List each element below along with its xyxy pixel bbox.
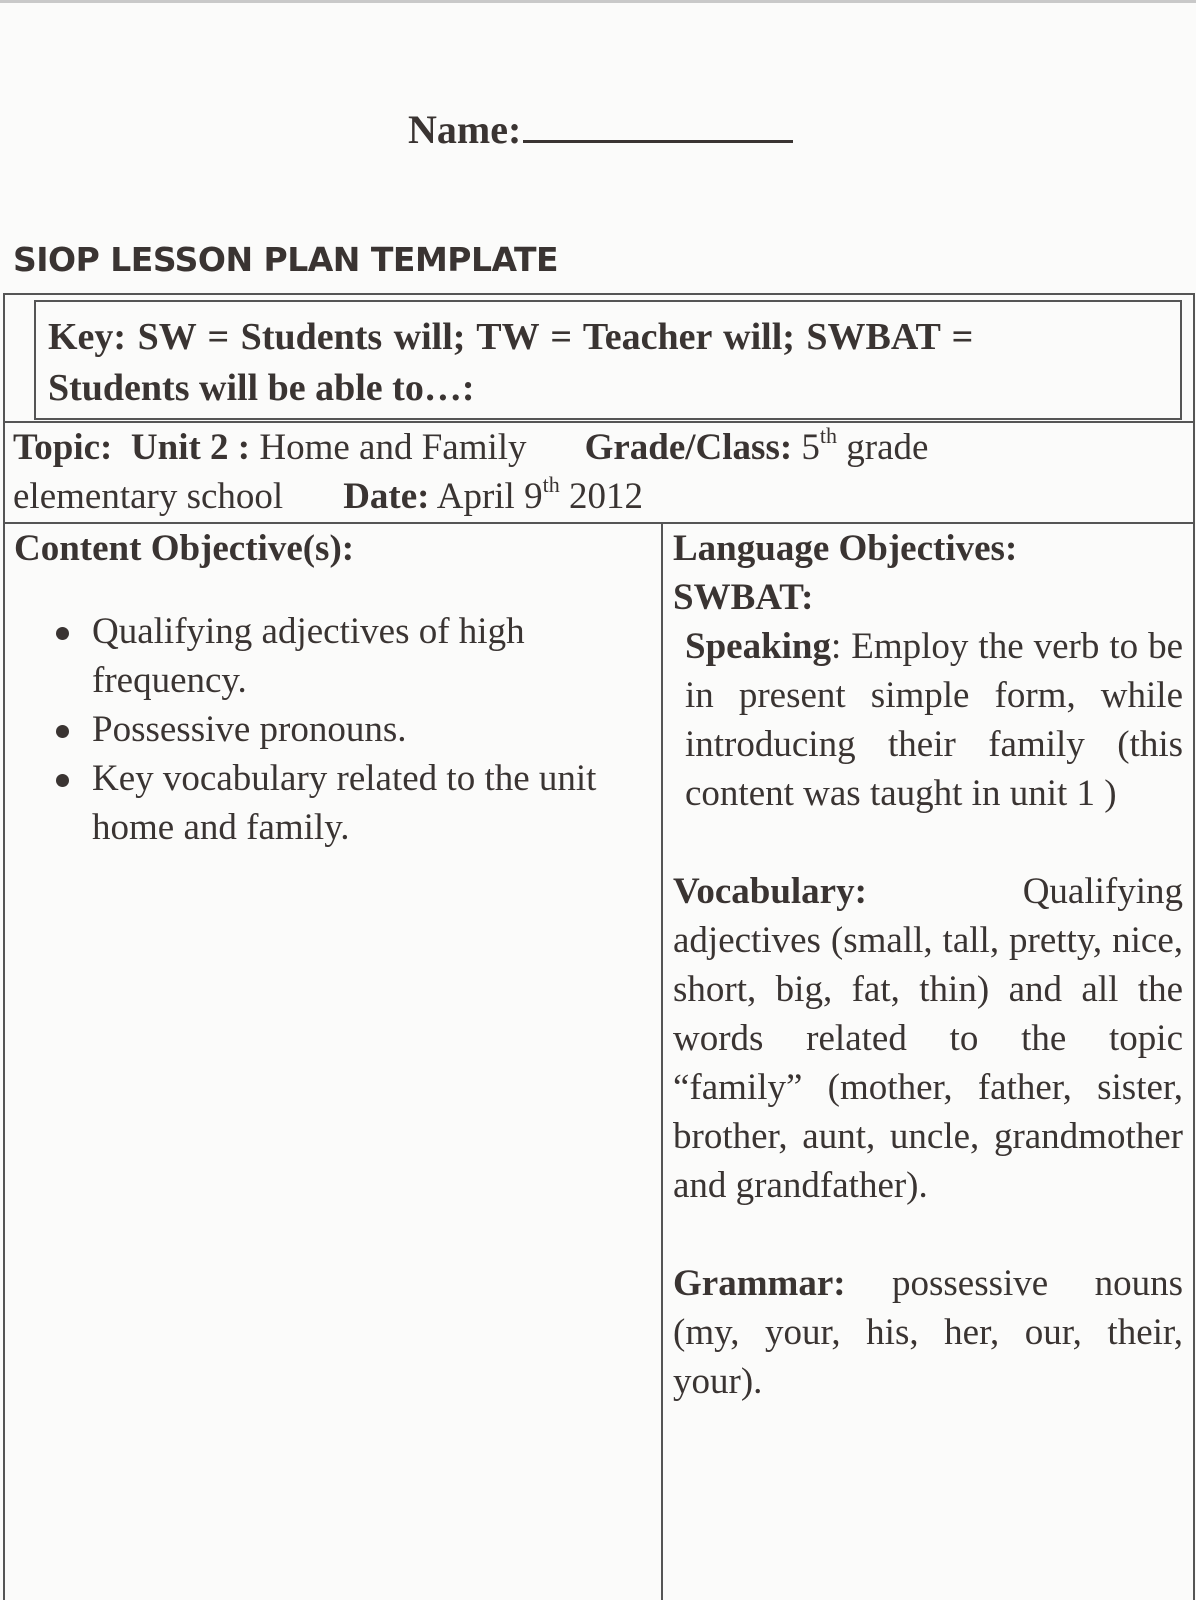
name-field: [408, 104, 793, 153]
grade-rest: grade: [846, 427, 929, 468]
grade-number: 5: [801, 427, 820, 468]
topic-value: Home and Family: [259, 427, 527, 468]
vocabulary-label: Vocabulary:: [673, 871, 867, 912]
list-item: Possessive pronouns.: [14, 705, 612, 754]
column-divider: [661, 522, 663, 1600]
topic-unit: Unit 2 :: [130, 427, 251, 468]
language-objectives-cell: [673, 524, 1183, 1406]
speaking-text: : Employ the verb to be in present simple form, while introducing their family (this content was taught in unit 1 ): [685, 626, 1183, 814]
key-line-2: Students will be able to…:: [48, 367, 475, 409]
swbat-heading: SWBAT:: [673, 577, 814, 618]
date-ordinal: th: [542, 472, 560, 497]
document-title: SIOP LESSON PLAN TEMPLATE: [13, 240, 559, 279]
vocabulary-objective: [673, 867, 1183, 1210]
bullet-icon: [56, 627, 69, 640]
bullet-icon: [56, 774, 69, 787]
content-objectives-list: [14, 607, 654, 852]
school-type: elementary school: [13, 476, 284, 517]
grammar-text: possessive nouns (my, your, his, her, our, their, your).: [673, 1263, 1183, 1402]
name-blank-line: [523, 104, 793, 143]
topic-row: [13, 423, 1183, 521]
date-label: Date:: [343, 476, 430, 517]
list-item: Qualifying adjectives of high frequency.: [14, 607, 612, 705]
speaking-objective: [673, 622, 1183, 818]
bullet-icon: [56, 725, 69, 738]
key-line-1: Key: SW = Students will; TW = Teacher will; SWBAT =: [48, 316, 974, 358]
grammar-label: Grammar:: [673, 1263, 846, 1304]
list-item: Key vocabulary related to the unit home and family.: [14, 754, 612, 852]
language-objectives-heading: Language Objectives:: [673, 528, 1018, 569]
topic-line-2: [13, 472, 1183, 521]
speaking-label: Speaking: [685, 626, 832, 667]
content-objectives-cell: [14, 524, 654, 852]
grammar-objective: [673, 1259, 1183, 1406]
date-month-day: April 9: [436, 476, 543, 517]
page-top-edge: [0, 0, 1196, 3]
content-objectives-heading: Content Objective(s):: [14, 528, 355, 569]
date-year: 2012: [568, 476, 643, 517]
key-box: [34, 300, 1182, 420]
topic-line-1: [13, 423, 1183, 472]
grade-ordinal: th: [819, 423, 838, 448]
grade-label: Grade/Class:: [584, 427, 793, 468]
name-label: Name:: [408, 107, 522, 152]
vocabulary-text: Qualifying adjectives (small, tall, pretty, nice, short, big, fat, thin) and all the words related to the topic “family” (mother, father, sister, brother, aunt, uncle, grandmother and grandfather).: [673, 871, 1183, 1206]
topic-label: Topic:: [13, 427, 113, 468]
